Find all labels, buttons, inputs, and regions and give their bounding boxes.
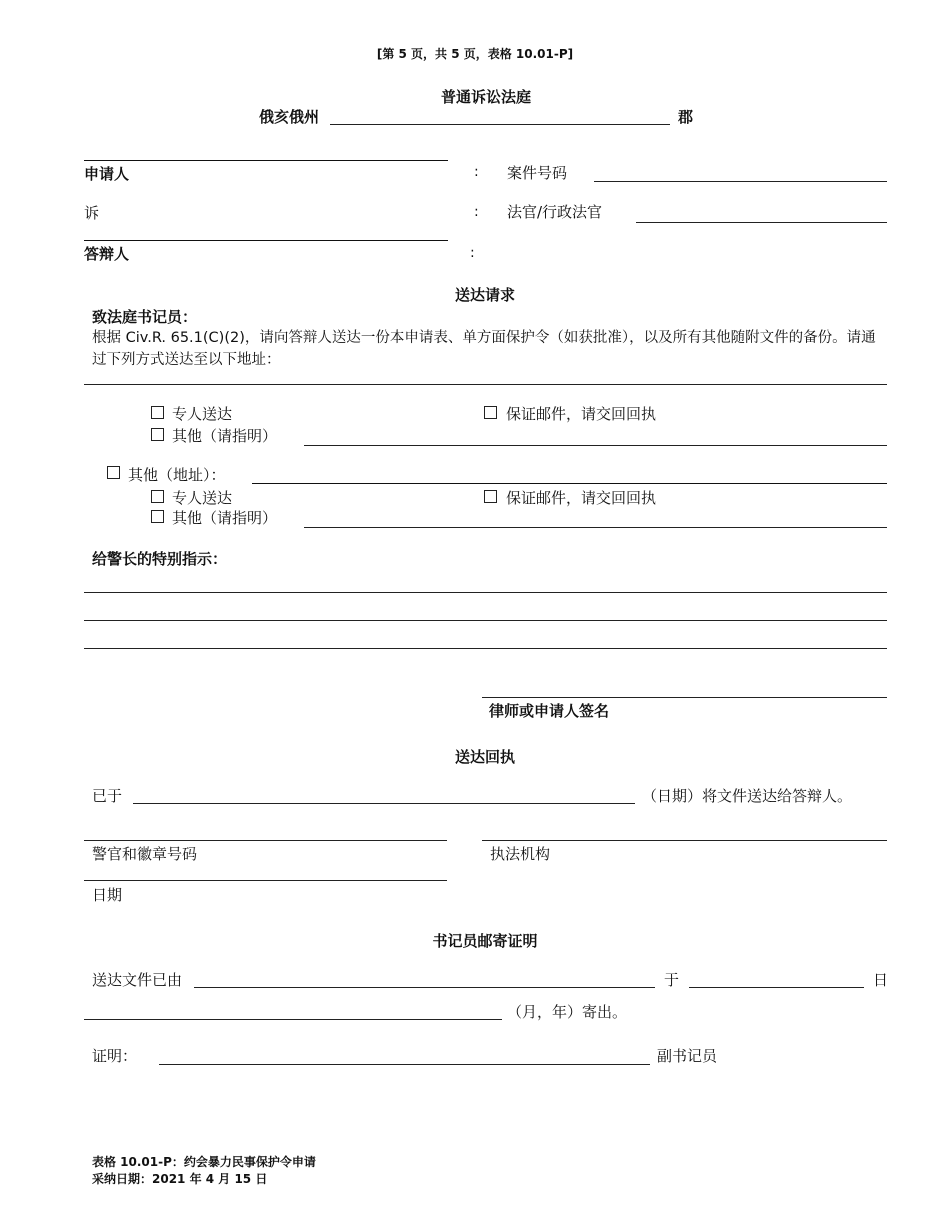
return-date-label: 日期 — [92, 886, 123, 904]
sent-by-label: 送达文件已由 — [92, 971, 183, 989]
personal-service-checkbox-2[interactable] — [151, 490, 164, 503]
day-field[interactable] — [689, 987, 864, 988]
page-header: [第 5 页，共 5 页，表格 10.01-P] — [376, 47, 574, 61]
return-date-line[interactable] — [84, 880, 447, 881]
instructions-line-1[interactable] — [84, 592, 887, 593]
service-date-field[interactable] — [133, 803, 635, 804]
personal-service-checkbox-1[interactable] — [151, 406, 164, 419]
other-specify-label-2: 其他（请指明） — [172, 509, 278, 527]
other-address-field[interactable] — [252, 483, 887, 484]
agency-line[interactable] — [482, 840, 887, 841]
petitioner-label: 申请人 — [84, 165, 130, 183]
other-address-label: 其他（地址）： — [128, 466, 226, 484]
personal-service-label-2: 专人送达 — [172, 489, 233, 507]
certified-mail-checkbox-2[interactable] — [484, 490, 497, 503]
footer-form-name: 表格 10.01-P：约会暴力民事保护令申请 — [92, 1155, 316, 1169]
instructions-line-3[interactable] — [84, 648, 887, 649]
colon-2: : — [474, 204, 479, 220]
colon-3: : — [470, 245, 475, 261]
court-name: 普通诉讼法庭 — [440, 88, 531, 106]
officer-line[interactable] — [84, 840, 447, 841]
service-date-suffix: （日期）将文件送达给答辩人。 — [642, 787, 853, 805]
attest-label: 证明： — [92, 1047, 138, 1065]
footer-adopted-date: 采纳日期：2021 年 4 月 15 日 — [92, 1172, 268, 1186]
respondent-label: 答辩人 — [84, 245, 130, 263]
judge-field[interactable] — [636, 222, 887, 223]
other-specify-field-1[interactable] — [304, 445, 887, 446]
to-clerk-label: 致法庭书记员： — [92, 308, 198, 326]
versus-label: 诉 — [84, 204, 100, 222]
judge-label: 法官/行政法官 — [507, 203, 603, 221]
deputy-clerk-label: 副书记员 — [657, 1047, 718, 1065]
other-address-checkbox[interactable] — [107, 466, 120, 479]
other-specify-checkbox-2[interactable] — [151, 510, 164, 523]
attest-field[interactable] — [159, 1064, 650, 1065]
mailed-on-label: 于 — [664, 971, 680, 989]
signature-label: 律师或申请人签名 — [489, 702, 610, 720]
day-label: 日 — [873, 971, 889, 989]
other-specify-checkbox-1[interactable] — [151, 428, 164, 441]
clerk-mailing-title: 书记员邮寄证明 — [432, 932, 538, 950]
served-on-label: 已于 — [92, 787, 123, 805]
case-number-field[interactable] — [594, 181, 887, 182]
county-label: 郡 — [678, 108, 694, 126]
month-year-field[interactable] — [84, 1019, 502, 1020]
sheriff-instructions-label: 给警长的特别指示： — [92, 550, 228, 568]
certified-mail-checkbox-1[interactable] — [484, 406, 497, 419]
respondent-line[interactable] — [84, 240, 448, 241]
officer-label: 警官和徽章号码 — [92, 845, 198, 863]
signature-line[interactable] — [482, 697, 887, 698]
other-specify-field-2[interactable] — [304, 527, 887, 528]
personal-service-label-1: 专人送达 — [172, 405, 233, 423]
agency-label: 执法机构 — [490, 845, 551, 863]
county-input[interactable] — [330, 106, 670, 125]
address-line[interactable] — [84, 384, 887, 385]
instructions-line-2[interactable] — [84, 620, 887, 621]
service-request-title: 送达请求 — [454, 286, 515, 304]
certified-mail-label-2: 保证邮件，请交回回执 — [506, 489, 657, 507]
month-year-suffix: （月，年）寄出。 — [507, 1003, 628, 1021]
petitioner-line[interactable] — [84, 160, 448, 161]
return-of-service-title: 送达回执 — [454, 748, 515, 766]
service-request-body: 根据 Civ.R. 65.1(C)(2)，请向答辩人送达一份本申请表、单方面保护令（如获批准），以及所有其他随附文件的备份。请通过下列方式送达至以下地址： — [92, 330, 876, 368]
certified-mail-label-1: 保证邮件，请交回回执 — [506, 405, 657, 423]
other-specify-label-1: 其他（请指明） — [172, 427, 278, 445]
case-number-label: 案件号码 — [507, 164, 568, 182]
state-label: 俄亥俄州 — [259, 108, 320, 126]
sent-by-field[interactable] — [194, 987, 655, 988]
colon-1: : — [474, 164, 479, 180]
